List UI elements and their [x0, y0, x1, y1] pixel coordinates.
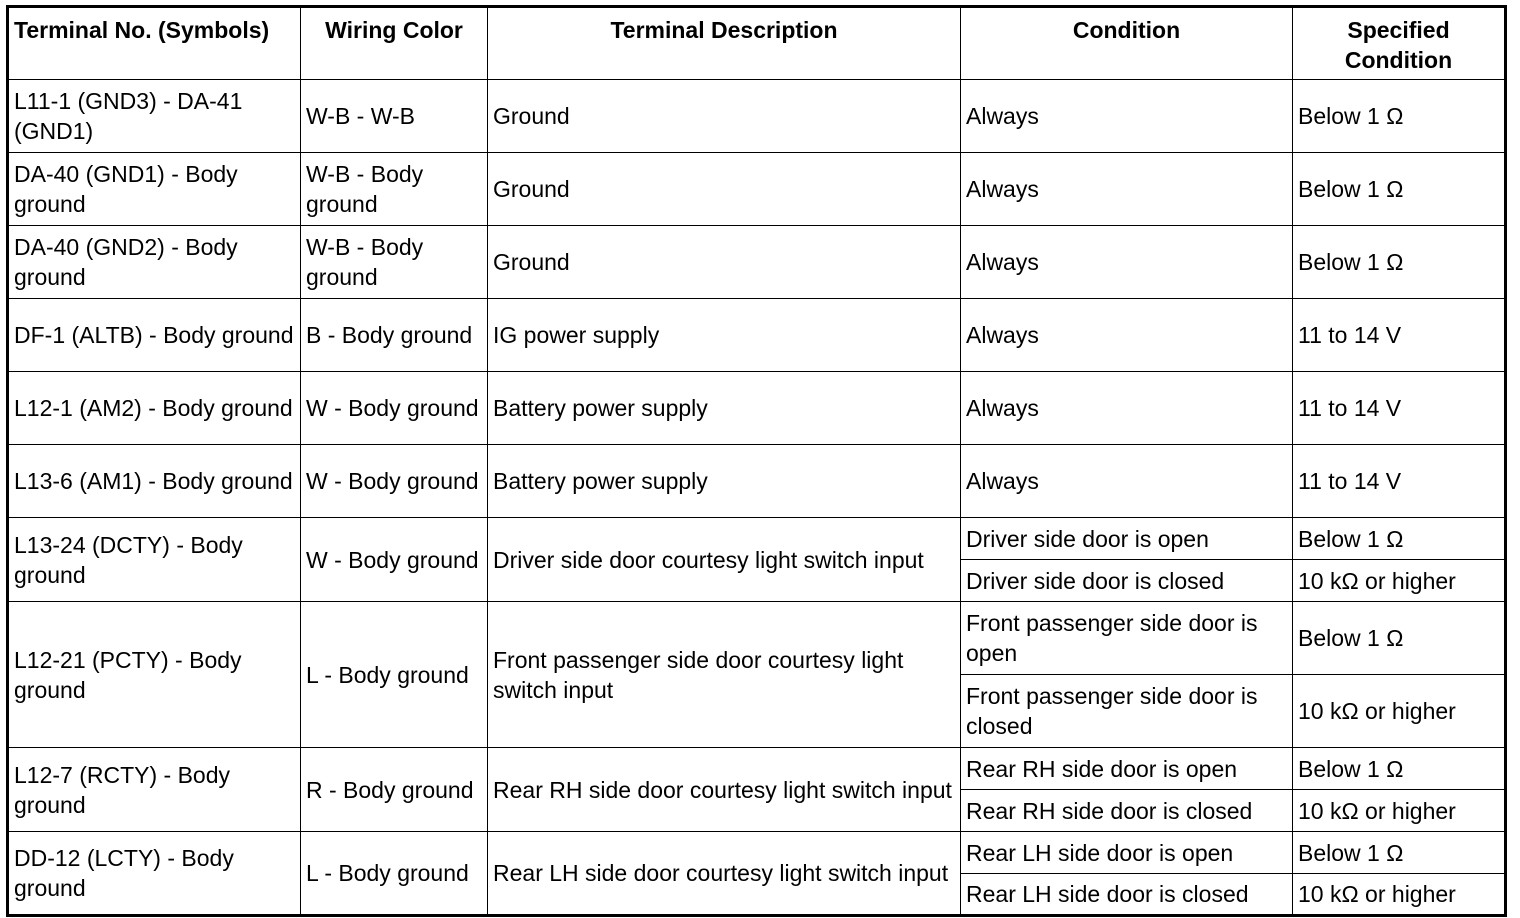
specified-condition-cell: 11 to 14 V [1293, 445, 1506, 518]
header-condition: Condition [961, 7, 1293, 80]
header-wiring-color: Wiring Color [301, 7, 488, 80]
terminal-cell: L12-1 (AM2) - Body ground [8, 372, 301, 445]
wiring-color-cell: W-B - W-B [301, 80, 488, 153]
header-specified-condition: Specified Condition [1293, 7, 1506, 80]
table-row [8, 299, 1506, 372]
table-row [8, 748, 1506, 790]
terminal-cell: DA-40 (GND1) - Body ground [8, 153, 301, 226]
description-cell: Driver side door courtesy light switch input [488, 518, 961, 602]
wiring-color-cell: W-B - Body ground [301, 153, 488, 226]
table-row [8, 832, 1506, 874]
table-row [8, 445, 1506, 518]
wiring-color-cell: W - Body ground [301, 372, 488, 445]
description-cell: Front passenger side door courtesy light switch input [488, 602, 961, 748]
specified-condition-cell: Below 1 Ω [1293, 518, 1506, 560]
wiring-color-cell: R - Body ground [301, 748, 488, 832]
table-row [8, 80, 1506, 153]
terminal-cell: L13-24 (DCTY) - Body ground [8, 518, 301, 602]
table-row [8, 153, 1506, 226]
description-cell: IG power supply [488, 299, 961, 372]
condition-cell: Always [961, 372, 1293, 445]
terminal-cell: L11-1 (GND3) - DA-41 (GND1) [8, 80, 301, 153]
specified-condition-cell: Below 1 Ω [1293, 153, 1506, 226]
terminal-cell: L12-21 (PCTY) - Body ground [8, 602, 301, 748]
terminal-cell: DF-1 (ALTB) - Body ground [8, 299, 301, 372]
terminal-table [6, 5, 1507, 917]
description-cell: Ground [488, 153, 961, 226]
condition-cell: Front passenger side door is closed [961, 675, 1293, 748]
table-row [8, 602, 1506, 675]
condition-cell: Always [961, 80, 1293, 153]
wiring-color-cell: W - Body ground [301, 518, 488, 602]
wiring-color-cell: B - Body ground [301, 299, 488, 372]
table-row [8, 518, 1506, 560]
specified-condition-cell: Below 1 Ω [1293, 80, 1506, 153]
wiring-color-cell: W-B - Body ground [301, 226, 488, 299]
wiring-color-cell: W - Body ground [301, 445, 488, 518]
specified-condition-cell: 11 to 14 V [1293, 299, 1506, 372]
specified-condition-cell: 10 kΩ or higher [1293, 560, 1506, 602]
condition-cell: Driver side door is closed [961, 560, 1293, 602]
specified-condition-cell: Below 1 Ω [1293, 226, 1506, 299]
condition-cell: Always [961, 226, 1293, 299]
header-row [8, 7, 1506, 80]
terminal-cell: DD-12 (LCTY) - Body ground [8, 832, 301, 916]
header-terminal-description: Terminal Description [488, 7, 961, 80]
terminal-cell: L13-6 (AM1) - Body ground [8, 445, 301, 518]
specified-condition-cell: 10 kΩ or higher [1293, 790, 1506, 832]
description-cell: Ground [488, 80, 961, 153]
condition-cell: Always [961, 153, 1293, 226]
condition-cell: Rear LH side door is open [961, 832, 1293, 874]
specified-condition-cell: 10 kΩ or higher [1293, 874, 1506, 916]
description-cell: Battery power supply [488, 445, 961, 518]
condition-cell: Always [961, 299, 1293, 372]
condition-cell: Rear RH side door is closed [961, 790, 1293, 832]
terminal-cell: DA-40 (GND2) - Body ground [8, 226, 301, 299]
description-cell: Rear LH side door courtesy light switch input [488, 832, 961, 916]
specified-condition-cell: Below 1 Ω [1293, 602, 1506, 675]
wiring-color-cell: L - Body ground [301, 602, 488, 748]
terminal-table-container [6, 5, 1507, 917]
condition-cell: Front passenger side door is open [961, 602, 1293, 675]
description-cell: Battery power supply [488, 372, 961, 445]
specified-condition-cell: Below 1 Ω [1293, 748, 1506, 790]
condition-cell: Rear RH side door is open [961, 748, 1293, 790]
specified-condition-cell: Below 1 Ω [1293, 832, 1506, 874]
specified-condition-cell: 10 kΩ or higher [1293, 675, 1506, 748]
description-cell: Ground [488, 226, 961, 299]
wiring-color-cell: L - Body ground [301, 832, 488, 916]
table-row [8, 226, 1506, 299]
condition-cell: Always [961, 445, 1293, 518]
header-terminal: Terminal No. (Symbols) [8, 7, 301, 80]
condition-cell: Driver side door is open [961, 518, 1293, 560]
terminal-cell: L12-7 (RCTY) - Body ground [8, 748, 301, 832]
table-row [8, 372, 1506, 445]
description-cell: Rear RH side door courtesy light switch input [488, 748, 961, 832]
specified-condition-cell: 11 to 14 V [1293, 372, 1506, 445]
condition-cell: Rear LH side door is closed [961, 874, 1293, 916]
